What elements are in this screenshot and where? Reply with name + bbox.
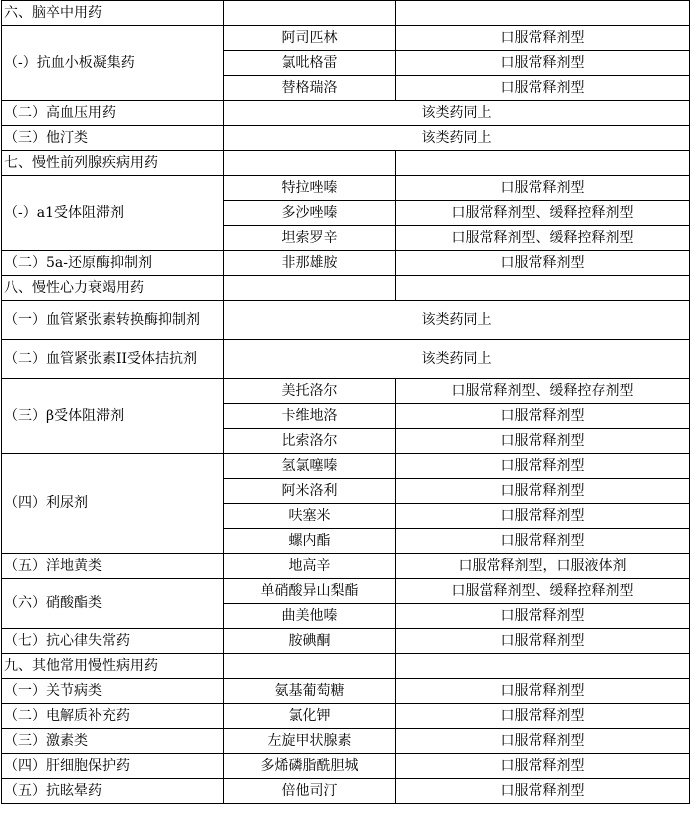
drug-name: 比索洛尔 [224,429,396,454]
dosage-form: 口服常释剂型 [396,404,690,429]
drug-name: 呋塞米 [224,504,396,529]
section-header-row [2,654,690,679]
dosage-form: 口服常释剂型 [396,176,690,201]
drug-row [2,629,690,654]
category-label: （七）抗心律失常药 [2,629,224,654]
dosage-form: 口服常释剂型 [396,479,690,504]
category-label: （五）抗眩晕药 [2,779,224,804]
dosage-form: 口服當释剂型、缓释控释剂型 [396,579,690,604]
dosage-form: 口服常释剂型 [396,754,690,779]
category-label: （六）硝酸酯类 [2,579,224,629]
dosage-form: 口服常释剂型 [396,729,690,754]
empty-cell [224,1,396,26]
empty-cell [396,151,690,176]
table-body [2,1,690,804]
drug-name: 非那雄胺 [224,251,396,276]
dosage-form: 口服常释剂型、缓释控释剂型 [396,226,690,251]
same-as-above-note: 该类药同上 [224,301,690,340]
section-title: 八、慢性心力衰竭用药 [2,276,224,301]
empty-cell [224,151,396,176]
category-row [2,101,690,126]
category-label: （二）高血压用药 [2,101,224,126]
dosage-form: 口服常释剂型 [396,679,690,704]
drug-name: 阿司匹林 [224,26,396,51]
section-title: 六、脑卒中用药 [2,1,224,26]
drug-row [2,704,690,729]
drug-name: 氨基葡萄糖 [224,679,396,704]
drug-row [2,729,690,754]
drug-name: 螺内酯 [224,529,396,554]
drug-row [2,779,690,804]
empty-cell [396,276,690,301]
section-title: 九、其他常用慢性病用药 [2,654,224,679]
drug-name: 美托洛尔 [224,379,396,404]
dosage-form: 口服常释剂型 [396,26,690,51]
drug-name: 胺碘酮 [224,629,396,654]
drug-row [2,754,690,779]
dosage-form: 口服常释剂型、缓释控释剂型 [396,201,690,226]
drug-row [2,679,690,704]
drug-row [2,554,690,579]
drug-table [1,0,690,804]
dosage-form: 口服常释剂型 [396,429,690,454]
drug-row [2,379,690,404]
category-label: （三）激素类 [2,729,224,754]
drug-name: 阿米洛利 [224,479,396,504]
drug-row [2,26,690,51]
empty-cell [396,654,690,679]
empty-cell [224,276,396,301]
drug-name: 单硝酸异山梨酯 [224,579,396,604]
drug-name: 坦索罗辛 [224,226,396,251]
section-title: 七、慢性前列腺疾病用药 [2,151,224,176]
dosage-form: 口服常释剂型 [396,51,690,76]
category-label: （-）a1受体阻滞剂 [2,176,224,251]
category-row [2,126,690,151]
drug-name: 地高辛 [224,554,396,579]
drug-name: 特拉唑嗪 [224,176,396,201]
dosage-form: 口服常释剂型 [396,504,690,529]
same-as-above-note: 该类药同上 [224,340,690,379]
category-row [2,301,690,340]
category-label: （一）关节病类 [2,679,224,704]
drug-name: 多沙唑嗪 [224,201,396,226]
section-header-row [2,276,690,301]
drug-row [2,176,690,201]
section-header-row [2,151,690,176]
drug-name: 卡维地洛 [224,404,396,429]
category-label: （二）电解质补充药 [2,704,224,729]
category-label: （四）利尿剂 [2,454,224,554]
same-as-above-note: 该类药同上 [224,126,690,151]
drug-name: 曲美他嗪 [224,604,396,629]
drug-row [2,251,690,276]
dosage-form: 口服常释剂型 [396,629,690,654]
dosage-form: 口服常释剂型 [396,454,690,479]
category-label: （三）他汀类 [2,126,224,151]
same-as-above-note: 该类药同上 [224,101,690,126]
empty-cell [224,654,396,679]
dosage-form: 口服常释剂型 [396,251,690,276]
dosage-form: 口服常释剂型 [396,529,690,554]
drug-name: 氯吡格雷 [224,51,396,76]
drug-name: 氢氯噻嗪 [224,454,396,479]
drug-row [2,454,690,479]
category-label: （-）抗血小板凝集药 [2,26,224,101]
category-label: （二）5a-还原酶抑制剂 [2,251,224,276]
dosage-form: 口服常释剂型 [396,604,690,629]
category-label: （二）血管紧张素II受体拮抗剂 [2,340,224,379]
category-label: （四）肝细胞保护药 [2,754,224,779]
drug-row [2,579,690,604]
drug-name: 倍他司汀 [224,779,396,804]
drug-name: 多烯磷脂酰胆城 [224,754,396,779]
empty-cell [396,1,690,26]
dosage-form: 口服常释剂型、缓释控存剂型 [396,379,690,404]
category-label: （一）血管紧张素转换酶抑制剂 [2,301,224,340]
drug-name: 左旋甲状腺素 [224,729,396,754]
dosage-form: 口服常释剂型，口服液体剂 [396,554,690,579]
category-label: （三）β受体阻滞剂 [2,379,224,454]
category-row [2,340,690,379]
dosage-form: 口服常释剂型 [396,704,690,729]
category-label: （五）洋地黄类 [2,554,224,579]
dosage-form: 口服常释剂型 [396,76,690,101]
dosage-form: 口服常释剂型 [396,779,690,804]
drug-name: 氯化钾 [224,704,396,729]
drug-name: 替格瑞洛 [224,76,396,101]
section-header-row [2,1,690,26]
